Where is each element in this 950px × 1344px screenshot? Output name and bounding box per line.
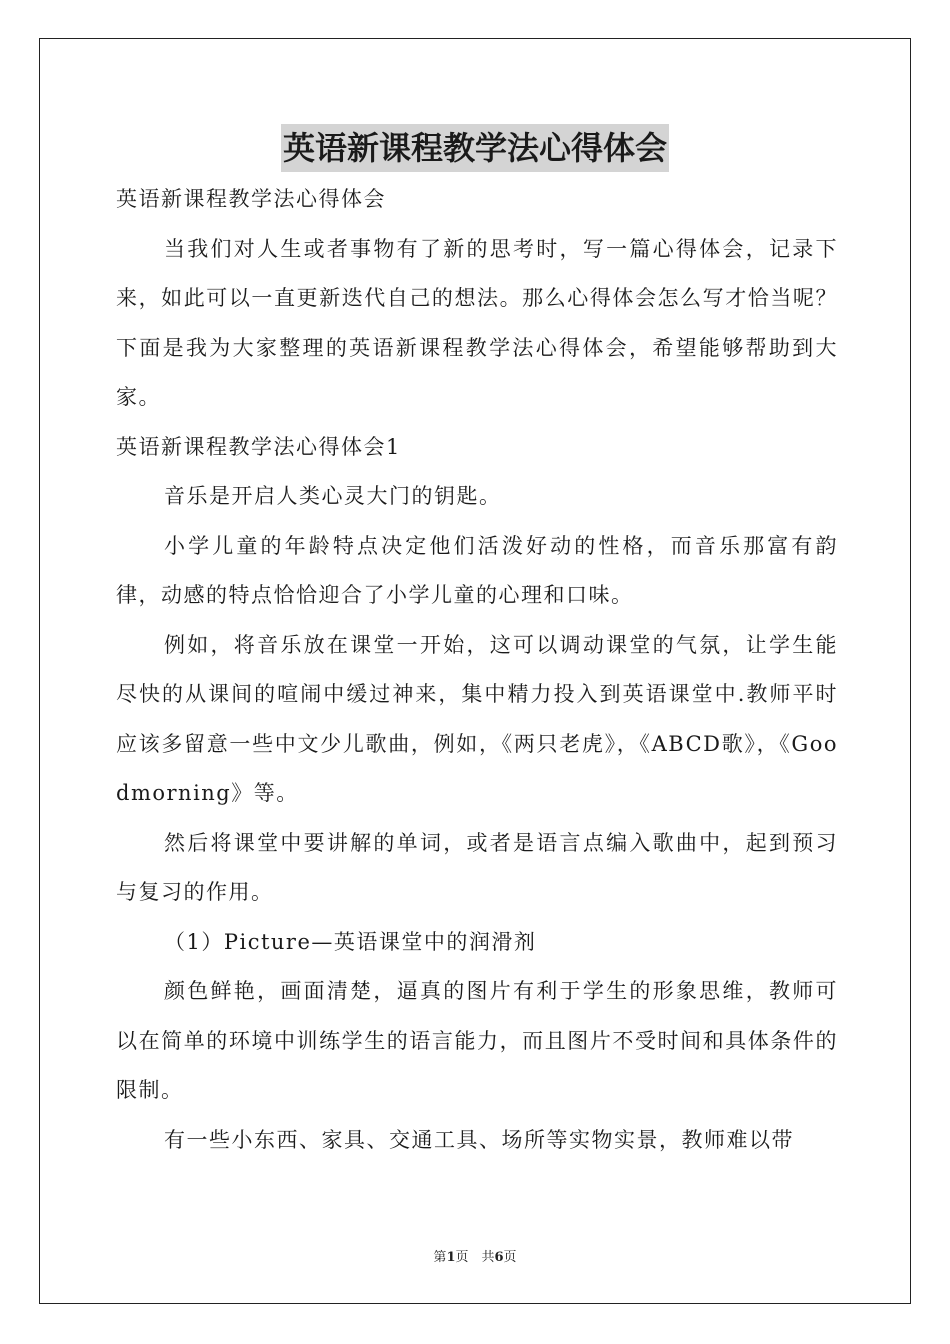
document-title: 英语新课程教学法心得体会 — [281, 124, 669, 172]
paragraph: 有一些小东西、家具、交通工具、场所等实物实景，教师难以带 — [164, 1127, 794, 1152]
paragraph: 音乐是开启人类心灵大门的钥匙。 — [164, 484, 502, 508]
paragraph: 颜色鲜艳，画面清楚，逼真的图片有利于学生的形象思维，教师可以在简单的环境中训练学生的语言能力，而且图片不受时间和具体条件的限制。 — [116, 979, 838, 1102]
footer-page-mid: 页 共 — [455, 1250, 495, 1265]
footer-page-current: 1 — [446, 1250, 456, 1265]
paragraph-section-heading: 英语新课程教学法心得体会1 — [116, 434, 401, 459]
page-footer — [0, 1246, 950, 1265]
paragraph: 例如，将音乐放在课堂一开始，这可以调动课堂的气氛，让学生能尽快的从课间的喧闹中缓过神来，集中精力投入到英语课堂中.教师平时应该多留意一些中文少儿歌曲，例如，《两只老虎》，《ABCD歌》，《Goodmorning》等。 — [116, 632, 838, 805]
paragraph-subheading: （1）Picture—英语课堂中的润滑剂 — [164, 929, 537, 954]
document-body — [116, 175, 838, 1165]
paragraph: 小学儿童的年龄特点决定他们活泼好动的性格，而音乐那富有韵律，动感的特点恰恰迎合了小学儿童的心理和口味。 — [116, 533, 838, 607]
footer-page-prefix: 第 — [433, 1250, 447, 1265]
paragraph-subtitle: 英语新课程教学法心得体会 — [116, 187, 386, 211]
paragraph: 然后将课堂中要讲解的单词，或者是语言点编入歌曲中，起到预习与复习的作用。 — [116, 830, 838, 904]
paragraph-intro: 当我们对人生或者事物有了新的思考时，写一篇心得体会，记录下来，如此可以一直更新迭代自己的想法。那么心得体会怎么写才恰当呢？下面是我为大家整理的英语新课程教学法心得体会，希望能够帮助到大家。 — [116, 236, 838, 409]
footer-page-total: 6 — [494, 1250, 504, 1265]
footer-page-suffix: 页 — [503, 1250, 517, 1265]
title-wrap — [0, 124, 950, 172]
